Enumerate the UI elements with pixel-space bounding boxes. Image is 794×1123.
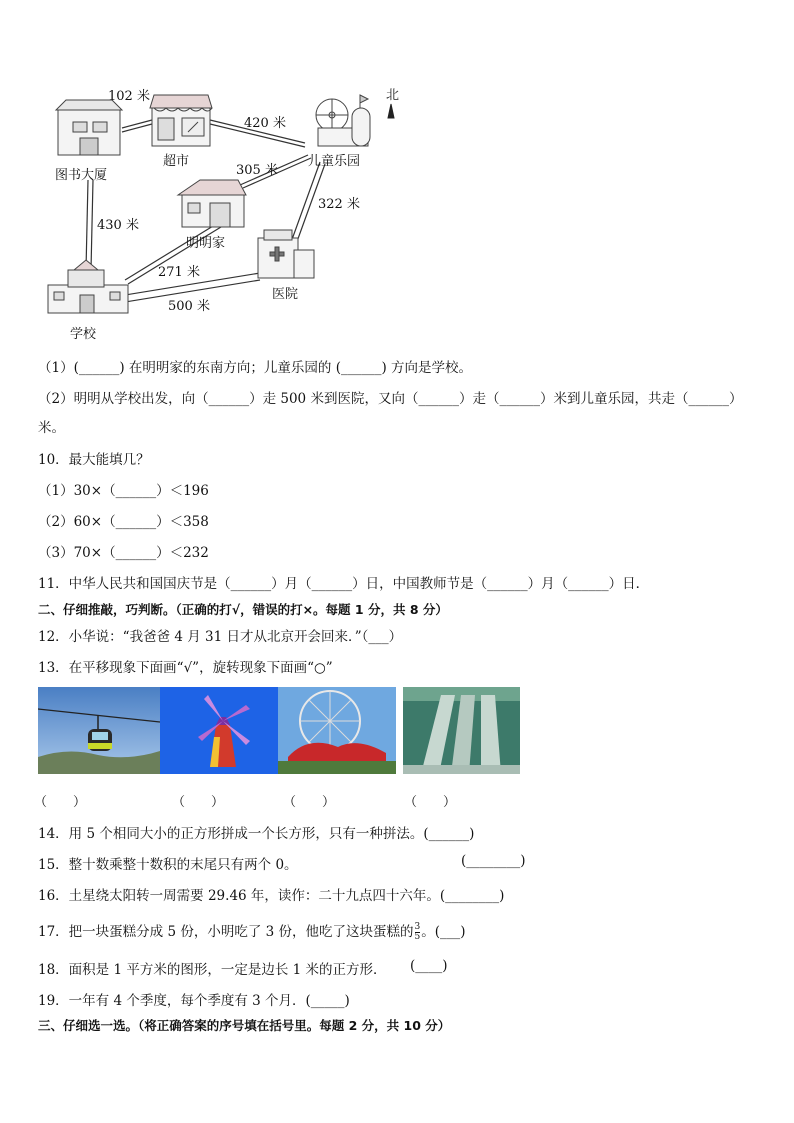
q15-text: 15．整十数乘整十数积的末尾只有两个 0。 bbox=[38, 857, 298, 873]
hospital-building bbox=[258, 230, 314, 278]
q9-part1: （1）(______) 在明明家的东南方向；儿童乐园的 (______) 方向是学校。 bbox=[38, 360, 473, 376]
library-building bbox=[56, 100, 122, 155]
label-library: 图书大厦 bbox=[55, 168, 108, 183]
q13-paren-4: （ ） bbox=[404, 795, 457, 810]
map-figure bbox=[40, 80, 410, 345]
q13-paren-1: （ ） bbox=[34, 795, 87, 810]
home-building bbox=[178, 180, 246, 227]
school-building bbox=[48, 260, 128, 313]
q16: 16．土星绕太阳转一周需要 29.46 年，读作：二十九点四十六年。(________) bbox=[38, 888, 505, 904]
label-school: 学校 bbox=[70, 327, 97, 342]
q17-numerator: 3 bbox=[414, 922, 421, 932]
section3-heading: 三、仔细选一选。（将正确答案的序号填在括号里。每题 2 分，共 10 分） bbox=[38, 1018, 451, 1033]
q12: 12．小华说：“我爸爸 4 月 31 日才从北京开会回来．”（___） bbox=[38, 629, 403, 645]
q10-item-2: （2）60×（______）＜358 bbox=[38, 514, 209, 530]
q9-part2: （2）明明从学校出发，向（______）走 500 米到医院，又向（______）走（______）米到儿童乐园，共走（______） bbox=[38, 391, 743, 407]
q17-denominator: 5 bbox=[414, 932, 421, 942]
dist-school-hospital: 500 米 bbox=[168, 299, 210, 314]
q19: 19．一年有 4 个季度，每个季度有 3 个月．(_____) bbox=[38, 993, 350, 1009]
q18-answer: (____) bbox=[410, 958, 448, 974]
north-label: 北 bbox=[386, 88, 400, 103]
q15-answer: (________) bbox=[461, 853, 526, 869]
photo-cable-car bbox=[38, 687, 160, 774]
q14: 14．用 5 个相同大小的正方形拼成一个长方形，只有一种拼法。(______) bbox=[38, 826, 475, 842]
dist-library-school: 430 米 bbox=[97, 218, 139, 233]
label-park: 儿童乐园 bbox=[308, 154, 361, 169]
label-home: 明明家 bbox=[186, 236, 226, 251]
label-supermarket: 超市 bbox=[163, 154, 190, 169]
dist-school-home: 271 米 bbox=[158, 265, 200, 280]
q18-text: 18．面积是 1 平方米的图形，一定是边长 1 米的正方形． bbox=[38, 962, 387, 978]
q10-item-3: （3）70×（______）＜232 bbox=[38, 545, 209, 561]
north-arrow bbox=[388, 104, 394, 118]
q17-before: 17．把一块蛋糕分成 5 份，小明吃了 3 份，他吃了这块蛋糕的 bbox=[38, 924, 414, 940]
q13-paren-2: （ ） bbox=[172, 795, 225, 810]
q13-paren-3: （ ） bbox=[283, 795, 336, 810]
label-hospital: 医院 bbox=[272, 287, 299, 302]
map-drawing bbox=[40, 80, 410, 345]
q10-item-1: （1）30×（______）＜196 bbox=[38, 483, 209, 499]
q11: 11．中华人民共和国国庆节是（______）月（______）日，中国教师节是（______）月（______）日． bbox=[38, 576, 650, 592]
q17-fraction bbox=[415, 923, 421, 942]
section2-heading: 二、仔细推敲，巧判断。（正确的打√，错误的打×。每题 1 分，共 8 分） bbox=[38, 602, 448, 617]
photo-windmill bbox=[160, 687, 278, 774]
photo-escalator bbox=[403, 687, 520, 774]
q17-after: 。(___) bbox=[421, 924, 466, 940]
q10-title: 10．最大能填几？ bbox=[38, 452, 150, 468]
q17 bbox=[38, 920, 466, 942]
dist-park-hospital: 322 米 bbox=[318, 197, 360, 212]
dist-home-park: 305 米 bbox=[236, 163, 278, 178]
q13-text: 13．在平移现象下面画“√”，旋转现象下面画“○” bbox=[38, 660, 333, 676]
dist-library-supermarket: 102 米 bbox=[108, 89, 150, 104]
dist-supermarket-park: 420 米 bbox=[244, 116, 286, 131]
photo-ferris-wheel bbox=[278, 687, 396, 774]
q9-part2-cont: 米。 bbox=[38, 420, 65, 436]
supermarket-building bbox=[150, 95, 212, 146]
park-building bbox=[316, 95, 370, 146]
